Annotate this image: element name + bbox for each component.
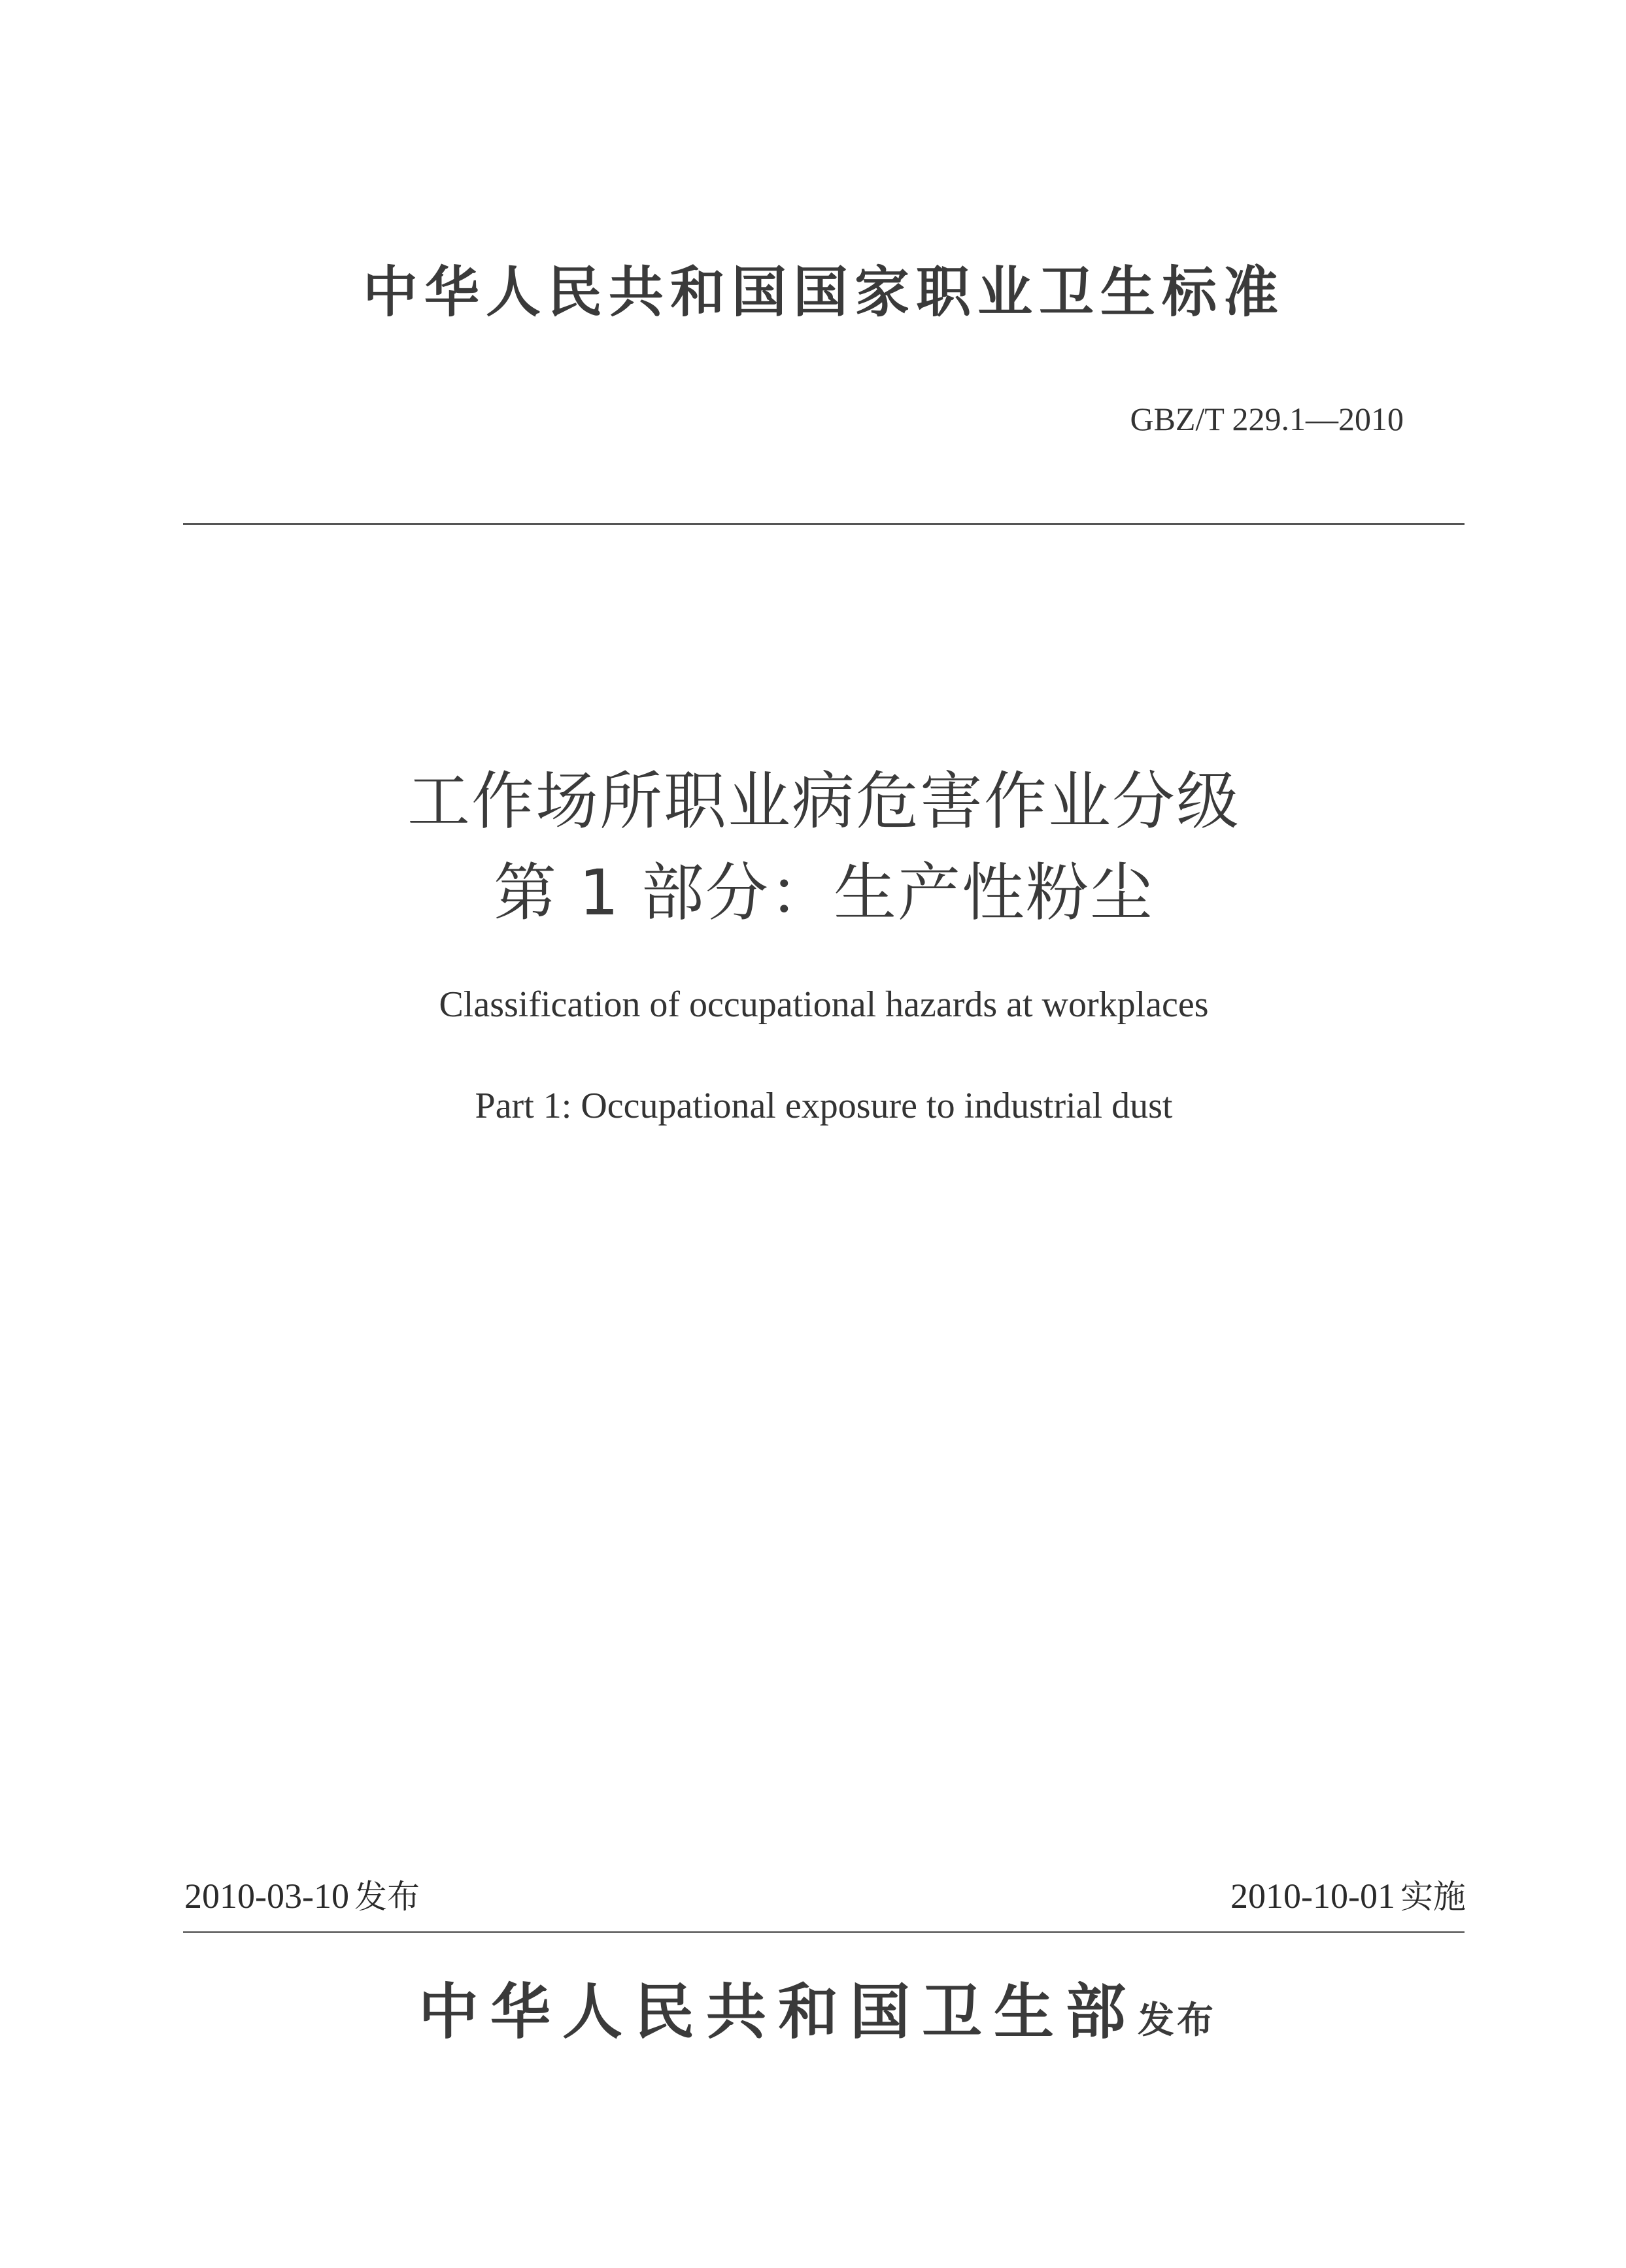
- title-cn-line2: 第 1 部分：生产性粉尘: [493, 856, 1155, 929]
- issuer-name: 中华人民共和国卫生部: [418, 1977, 1138, 2047]
- effective-label: 实施: [1400, 1878, 1466, 1916]
- standard-body-title: 中华人民共和国国家职业卫生标准: [362, 260, 1285, 324]
- title-en-line1: Classification of occupational hazards at workplaces: [439, 984, 1209, 1025]
- standard-code: GBZ/T 229.1—2010: [1130, 401, 1404, 437]
- issue-date-block: [184, 1871, 420, 1918]
- footer-divider: [183, 1931, 1465, 1933]
- title-cn-line1: 工作场所职业病危害作业分级: [407, 765, 1240, 838]
- effective-date: 2010-10-01: [1230, 1876, 1395, 1916]
- issuer-suffix: 发布: [1138, 1999, 1217, 2042]
- header-divider: [183, 523, 1465, 525]
- title-en-line2: Part 1: Occupational exposure to industrial dust: [475, 1086, 1173, 1126]
- issue-date: 2010-03-10: [184, 1876, 349, 1916]
- issue-label: 发布: [354, 1878, 420, 1916]
- effective-date-block: [1230, 1871, 1466, 1918]
- issuer-line: [418, 1964, 1217, 2047]
